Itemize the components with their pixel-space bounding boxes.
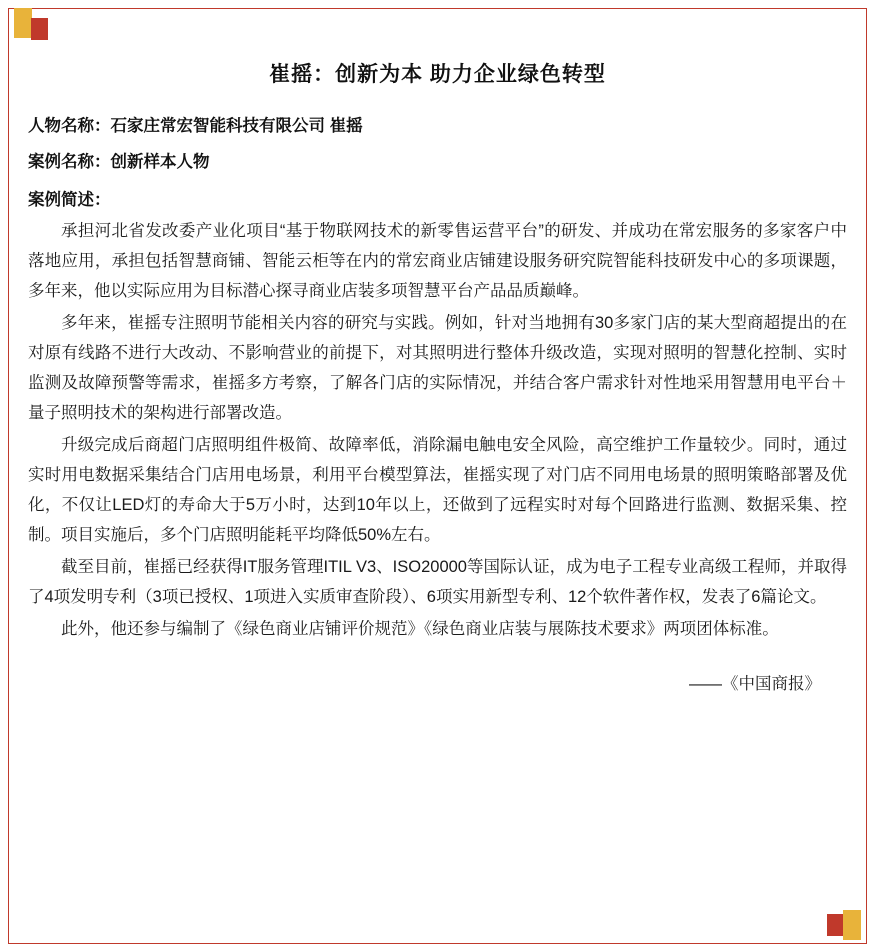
source-attribution: ——《中国商报》 — [689, 674, 821, 693]
body-paragraph: 升级完成后商超门店照明组件极简、故障率低，消除漏电触电安全风险，高空维护工作量较少。同时，通过实时用电数据采集结合门店用电场景，利用平台模型算法，崔摇实现了对门店不同用电场景的照明策略部署及优化，不仅让LED灯的寿命大于5万小时，达到10年以上，还做到了远程实时对每个回路进行监测、数据采集、控制。项目实施后，多个门店照明能耗平均降低50%左右。 — [28, 435, 847, 544]
meta-case-name — [28, 150, 847, 175]
decor-square-red — [827, 914, 844, 936]
body-paragraph: 多年来，崔摇专注照明节能相关内容的研究与实践。例如，针对当地拥有30多家门店的某大型商超提出的在对原有线路不进行大改动、不影响营业的前提下，对其照明进行整体升级改造，实现对照明的智慧化控制、实时监测及故障预警等需求，崔摇多方考察，了解各门店的实际情况，并结合客户需求针对性地采用智慧用电平台＋量子照明技术的架构进行部署改造。 — [28, 313, 847, 422]
meta-case-name-value: 创新样本人物 — [110, 152, 210, 171]
section-label-case-summary: 案例简述： — [28, 190, 111, 209]
body-paragraph: 此外，他还参与编制了《绿色商业店铺评价规范》《绿色商业店装与展陈技术要求》两项团体标准。 — [61, 619, 779, 638]
decor-square-yellow — [843, 910, 861, 940]
body-paragraph: 承担河北省发改委产业化项目“基于物联网技术的新零售运营平台”的研发、并成功在常宏服务的多家客户中落地应用，承担包括智慧商铺、智能云柜等在内的常宏商业店铺建设服务研究院智能科技研发中心的多项课题，多年来，他以实际应用为目标潜心探寻商业店装多项智慧平台产品品质巅峰。 — [28, 221, 847, 300]
page-title: 崔摇：创新为本 助力企业绿色转型 — [269, 63, 606, 86]
body-paragraph: 截至目前，崔摇已经获得IT服务管理ITIL V3、ISO20000等国际认证，成为电子工程专业高级工程师，并取得了4项发明专利（3项已授权、1项进入实质审查阶段）、6项实用新型专利、12个软件著作权，发表了6篇论文。 — [28, 557, 847, 606]
document-content — [28, 40, 847, 710]
corner-decoration-bottom-right — [827, 910, 861, 944]
decor-square-red — [31, 18, 48, 40]
meta-person-name-value: 石家庄常宏智能科技有限公司 崔摇 — [110, 117, 363, 135]
decor-square-yellow — [14, 8, 32, 38]
meta-person-name — [28, 114, 847, 139]
meta-case-name-label: 案例名称： — [28, 152, 111, 171]
meta-person-name-label: 人物名称： — [28, 117, 111, 135]
corner-decoration-top-left — [14, 8, 48, 42]
